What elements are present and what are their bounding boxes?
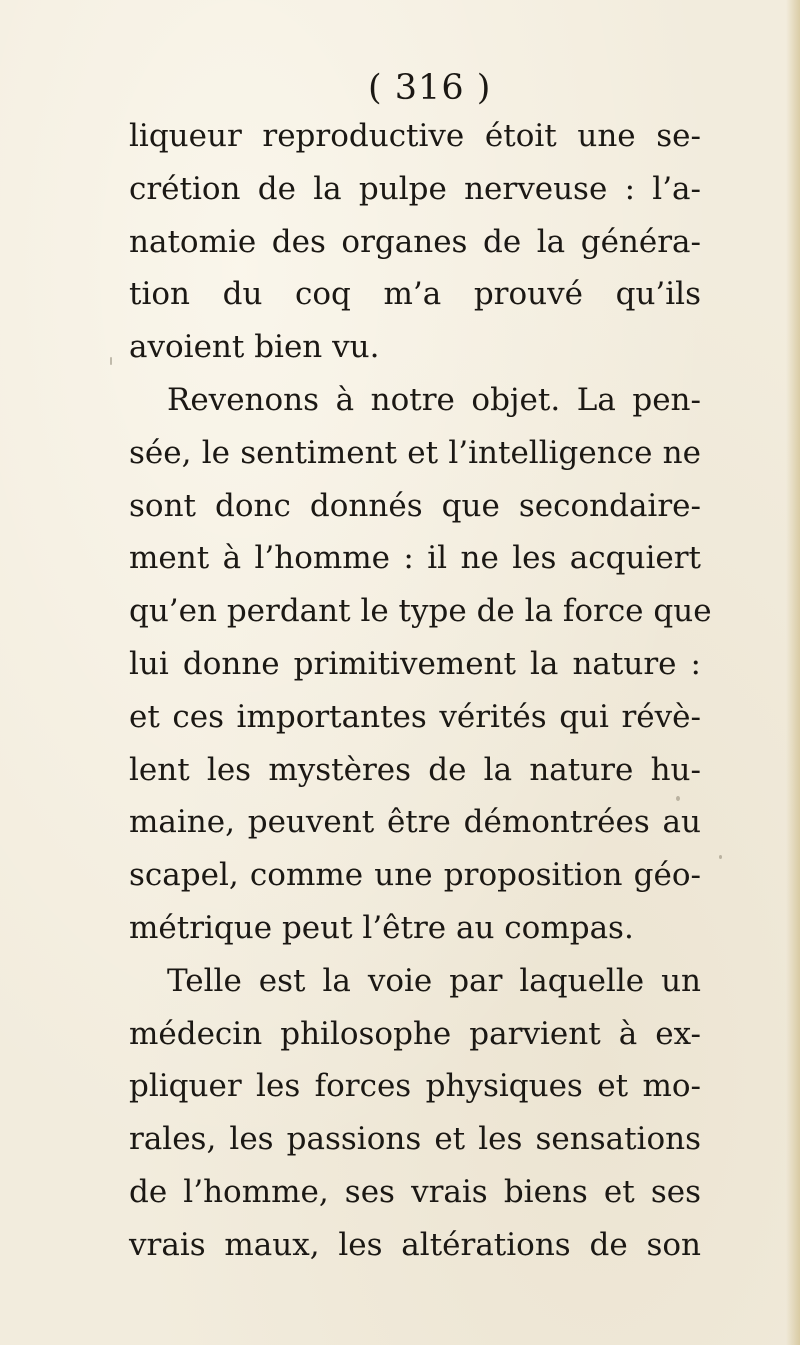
text-line: métrique peut l’être au compas. [129, 909, 634, 946]
text-line: lui donne primitivement la nature : [129, 645, 701, 682]
ink-speck [676, 796, 680, 801]
text-line: sont donc donnés que secondaire- [129, 487, 701, 524]
text-line: pliquer les forces physiques et mo- [129, 1068, 701, 1105]
text-line: médecin philosophe parvient à ex- [129, 1015, 701, 1052]
text-line: tion du coq m’a prouvé qu’ils [129, 276, 701, 313]
text-line: Telle est la voie par laquelle un [167, 962, 701, 999]
text-line: lent les mystères de la nature hu- [129, 751, 701, 788]
ink-speck [719, 855, 722, 859]
page-number: ( 316 ) [368, 68, 492, 108]
text-line: natomie des organes de la généra- [129, 223, 701, 260]
text-line: et ces importantes vérités qui révè- [129, 698, 701, 735]
ink-speck [110, 357, 112, 365]
text-line: maine, peuvent être démontrées au [129, 804, 701, 841]
text-line: scapel, comme une proposition géo- [129, 857, 701, 894]
text-line: rales, les passions et les sensations [129, 1121, 701, 1158]
text-line: Revenons à notre objet. La pen- [167, 381, 701, 418]
text-line: liqueur reproductive étoit une se- [129, 118, 701, 154]
text-line: vrais maux, les altérations de son [129, 1226, 701, 1263]
text-line: sée, le sentiment et l’intelligence ne [129, 434, 701, 471]
text-line: qu’en perdant le type de la force que [129, 593, 712, 630]
text-line: de l’homme, ses vrais biens et ses [129, 1173, 701, 1210]
body-text [129, 110, 712, 1272]
text-line: ment à l’homme : il ne les acquiert [129, 540, 701, 577]
page-edge-shadow [786, 0, 800, 1345]
text-line: crétion de la pulpe nerveuse : l’a- [129, 170, 701, 207]
text-line: avoient bien vu. [129, 329, 380, 366]
